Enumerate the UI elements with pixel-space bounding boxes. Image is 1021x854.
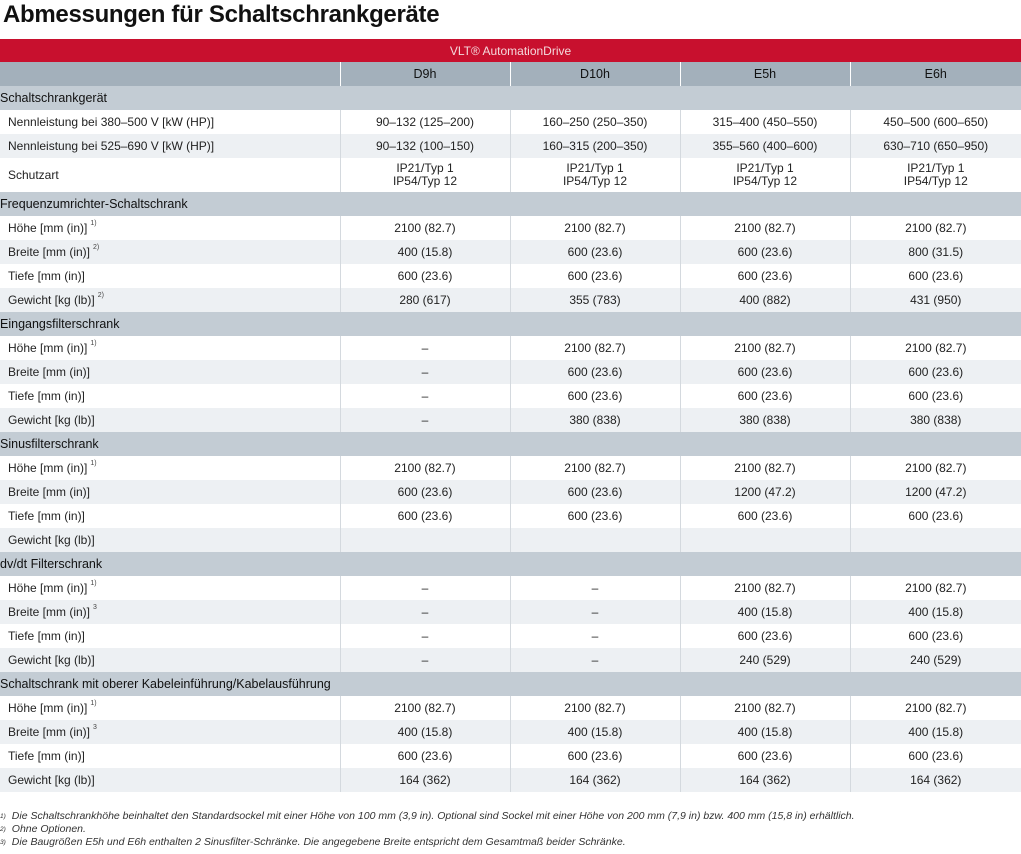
table-cell: 630–710 (650–950) bbox=[850, 134, 1021, 158]
footnote-marker: 3 bbox=[93, 724, 97, 731]
table-cell: – bbox=[340, 336, 510, 360]
table-cell: 600 (23.6) bbox=[510, 480, 680, 504]
row-label: Breite [mm (in)] bbox=[8, 365, 91, 379]
table-cell: 160–250 (250–350) bbox=[510, 110, 680, 134]
row-label-cell bbox=[0, 360, 340, 384]
section-header-row bbox=[0, 86, 1021, 110]
table-cell: 600 (23.6) bbox=[680, 504, 850, 528]
table-cell: 2100 (82.7) bbox=[510, 456, 680, 480]
table-cell: 400 (15.8) bbox=[340, 720, 510, 744]
row-label: Gewicht [kg (lb)] bbox=[8, 653, 95, 667]
table-cell: IP21/Typ 1 IP54/Typ 12 bbox=[850, 158, 1021, 192]
footnote-marker: 2) bbox=[93, 244, 100, 251]
row-label: Tiefe [mm (in)] bbox=[8, 749, 85, 763]
row-label: Nennleistung bei 380–500 V [kW (HP)] bbox=[8, 115, 215, 129]
table-cell: – bbox=[340, 384, 510, 408]
table-cell bbox=[510, 528, 680, 552]
row-label: Nennleistung bei 525–690 V [kW (HP)] bbox=[8, 139, 215, 153]
table-cell: 600 (23.6) bbox=[680, 384, 850, 408]
table-cell: 2100 (82.7) bbox=[850, 576, 1021, 600]
row-label: Breite [mm (in)] bbox=[8, 725, 91, 739]
table-cell: – bbox=[510, 576, 680, 600]
table-cell: 380 (838) bbox=[510, 408, 680, 432]
table-row bbox=[0, 408, 1021, 432]
footnote-text: Die Schaltschrankhöhe beinhaltet den Standardsockel mit einer Höhe von 100 mm (3,9 in). Optional sind Sockel mit einer Höhe von 200 mm (7,9 in) bzw. 400 mm (15,8 in) erhältlich. bbox=[11, 810, 855, 822]
row-label: Breite [mm (in)] bbox=[8, 605, 91, 619]
section-header-row bbox=[0, 312, 1021, 336]
table-row bbox=[0, 504, 1021, 528]
table-cell: 400 (882) bbox=[680, 288, 850, 312]
footnote-mark: 2) bbox=[0, 826, 6, 833]
row-label: Gewicht [kg (lb)] bbox=[8, 533, 95, 547]
table-cell: 600 (23.6) bbox=[850, 624, 1021, 648]
table-cell: – bbox=[510, 648, 680, 672]
table-row bbox=[0, 648, 1021, 672]
table-cell: 380 (838) bbox=[680, 408, 850, 432]
table-cell: 315–400 (450–550) bbox=[680, 110, 850, 134]
row-label: Gewicht [kg (lb)] bbox=[8, 773, 95, 787]
row-label: Tiefe [mm (in)] bbox=[8, 509, 85, 523]
row-label-cell bbox=[0, 744, 340, 768]
footnote-marker: 3 bbox=[93, 604, 97, 611]
row-label-cell bbox=[0, 336, 340, 360]
row-label-cell bbox=[0, 600, 340, 624]
table-cell: 2100 (82.7) bbox=[680, 576, 850, 600]
table-cell: 2100 (82.7) bbox=[850, 696, 1021, 720]
table-row bbox=[0, 158, 1021, 192]
table-cell bbox=[340, 528, 510, 552]
table-cell: 280 (617) bbox=[340, 288, 510, 312]
table-cell: 600 (23.6) bbox=[510, 264, 680, 288]
section-title: Schaltschrankgerät bbox=[0, 86, 1021, 110]
table-cell: 2100 (82.7) bbox=[850, 456, 1021, 480]
row-label-cell bbox=[0, 134, 340, 158]
table-cell: 600 (23.6) bbox=[510, 504, 680, 528]
row-label-cell bbox=[0, 456, 340, 480]
row-label: Tiefe [mm (in)] bbox=[8, 389, 85, 403]
table-cell: 2100 (82.7) bbox=[850, 216, 1021, 240]
row-label-cell bbox=[0, 576, 340, 600]
table-cell: 600 (23.6) bbox=[680, 744, 850, 768]
table-cell: 1200 (47.2) bbox=[850, 480, 1021, 504]
table-cell: – bbox=[340, 600, 510, 624]
table-row bbox=[0, 480, 1021, 504]
section-header-row bbox=[0, 192, 1021, 216]
page-title: Abmessungen für Schaltschrankgeräte bbox=[3, 1, 440, 28]
table-cell bbox=[680, 528, 850, 552]
table-cell: 600 (23.6) bbox=[510, 744, 680, 768]
table-cell: 450–500 (600–650) bbox=[850, 110, 1021, 134]
row-label: Breite [mm (in)] bbox=[8, 245, 91, 259]
section-title: Eingangsfilterschrank bbox=[0, 312, 1021, 336]
footnote bbox=[0, 836, 1021, 849]
table-cell: 600 (23.6) bbox=[850, 504, 1021, 528]
table-row bbox=[0, 216, 1021, 240]
table-cell: 2100 (82.7) bbox=[850, 336, 1021, 360]
table-cell: 240 (529) bbox=[680, 648, 850, 672]
row-label-cell bbox=[0, 504, 340, 528]
table-cell bbox=[850, 528, 1021, 552]
table-cell: 240 (529) bbox=[850, 648, 1021, 672]
table-row bbox=[0, 528, 1021, 552]
row-label: Gewicht [kg (lb)] bbox=[8, 293, 95, 307]
section-title: dv/dt Filterschrank bbox=[0, 552, 1021, 576]
table-row bbox=[0, 720, 1021, 744]
footnote-mark: 3) bbox=[0, 839, 6, 846]
footnote-marker: 1) bbox=[90, 700, 97, 707]
row-label-cell bbox=[0, 720, 340, 744]
row-label: Schutzart bbox=[8, 167, 59, 182]
table-cell: 600 (23.6) bbox=[850, 264, 1021, 288]
table-cell: 600 (23.6) bbox=[850, 384, 1021, 408]
table-cell: 600 (23.6) bbox=[340, 504, 510, 528]
table-cell: – bbox=[510, 600, 680, 624]
row-label-cell bbox=[0, 216, 340, 240]
table-row bbox=[0, 134, 1021, 158]
row-label-cell bbox=[0, 240, 340, 264]
table-row bbox=[0, 264, 1021, 288]
table-cell: 400 (15.8) bbox=[850, 720, 1021, 744]
table-cell: 400 (15.8) bbox=[680, 720, 850, 744]
table-cell: IP21/Typ 1 IP54/Typ 12 bbox=[680, 158, 850, 192]
row-label-cell bbox=[0, 480, 340, 504]
table-cell: 400 (15.8) bbox=[680, 600, 850, 624]
table-cell: 164 (362) bbox=[680, 768, 850, 792]
table-cell: 2100 (82.7) bbox=[680, 216, 850, 240]
table-row bbox=[0, 744, 1021, 768]
table-cell: 2100 (82.7) bbox=[680, 336, 850, 360]
table-cell: – bbox=[340, 576, 510, 600]
table-cell: 164 (362) bbox=[850, 768, 1021, 792]
table-cell: 600 (23.6) bbox=[510, 240, 680, 264]
table-cell: 355–560 (400–600) bbox=[680, 134, 850, 158]
table-cell: 600 (23.6) bbox=[340, 744, 510, 768]
table-cell: 355 (783) bbox=[510, 288, 680, 312]
table-cell: – bbox=[340, 648, 510, 672]
table-cell: 600 (23.6) bbox=[340, 480, 510, 504]
footnote-text: Ohne Optionen. bbox=[11, 823, 86, 835]
table-row bbox=[0, 240, 1021, 264]
table-row bbox=[0, 576, 1021, 600]
table-cell: 160–315 (200–350) bbox=[510, 134, 680, 158]
row-label-cell bbox=[0, 408, 340, 432]
row-label-cell bbox=[0, 110, 340, 134]
dimensions-table-body bbox=[0, 39, 1021, 792]
table-cell: 2100 (82.7) bbox=[340, 696, 510, 720]
row-label-cell bbox=[0, 648, 340, 672]
table-cell: 2100 (82.7) bbox=[680, 696, 850, 720]
table-row bbox=[0, 696, 1021, 720]
table-cell: 600 (23.6) bbox=[850, 360, 1021, 384]
table-row bbox=[0, 768, 1021, 792]
row-label-cell bbox=[0, 768, 340, 792]
table-cell: 600 (23.6) bbox=[510, 384, 680, 408]
footnote-marker: 2) bbox=[97, 292, 104, 299]
footnote-marker: 1) bbox=[90, 580, 97, 587]
section-title: Schaltschrank mit oberer Kabeleinführung/Kabelausführung bbox=[0, 672, 1021, 696]
table-cell: 2100 (82.7) bbox=[340, 456, 510, 480]
table-cell: 380 (838) bbox=[850, 408, 1021, 432]
table-cell: 400 (15.8) bbox=[850, 600, 1021, 624]
table-cell: 600 (23.6) bbox=[680, 360, 850, 384]
row-label: Tiefe [mm (in)] bbox=[8, 629, 85, 643]
table-row bbox=[0, 456, 1021, 480]
footnote-marker: 1) bbox=[90, 220, 97, 227]
section-header-row bbox=[0, 672, 1021, 696]
table-cell: 600 (23.6) bbox=[340, 264, 510, 288]
row-label: Tiefe [mm (in)] bbox=[8, 269, 85, 283]
table-cell: 1200 (47.2) bbox=[680, 480, 850, 504]
row-label: Höhe [mm (in)] bbox=[8, 581, 88, 595]
table-row bbox=[0, 336, 1021, 360]
table-cell: 164 (362) bbox=[340, 768, 510, 792]
table-cell: – bbox=[340, 624, 510, 648]
table-cell: 400 (15.8) bbox=[510, 720, 680, 744]
row-label-cell bbox=[0, 288, 340, 312]
row-label: Höhe [mm (in)] bbox=[8, 221, 88, 235]
section-title: Sinusfilterschrank bbox=[0, 432, 1021, 456]
row-label: Höhe [mm (in)] bbox=[8, 341, 88, 355]
row-label: Höhe [mm (in)] bbox=[8, 701, 88, 715]
row-label: Höhe [mm (in)] bbox=[8, 461, 88, 475]
table-cell: 90–132 (125–200) bbox=[340, 110, 510, 134]
row-label-cell bbox=[0, 696, 340, 720]
footnote-marker: 1) bbox=[90, 340, 97, 347]
row-label-cell bbox=[0, 264, 340, 288]
column-header-e6h: E6h bbox=[850, 62, 1021, 86]
table-cell: 164 (362) bbox=[510, 768, 680, 792]
column-header-e5h: E5h bbox=[680, 62, 850, 86]
footnote bbox=[0, 823, 1021, 836]
table-cell: 600 (23.6) bbox=[510, 360, 680, 384]
brand-bar: VLT® AutomationDrive bbox=[0, 39, 1021, 62]
row-label-cell bbox=[0, 158, 340, 192]
table-cell: 600 (23.6) bbox=[680, 264, 850, 288]
table-row bbox=[0, 624, 1021, 648]
footnote-marker: 1) bbox=[90, 460, 97, 467]
footnote bbox=[0, 810, 1021, 823]
brand-bar-row bbox=[0, 39, 1021, 62]
table-cell: – bbox=[510, 624, 680, 648]
table-cell: 431 (950) bbox=[850, 288, 1021, 312]
table-cell: 800 (31.5) bbox=[850, 240, 1021, 264]
table-cell: IP21/Typ 1 IP54/Typ 12 bbox=[510, 158, 680, 192]
table-cell: 2100 (82.7) bbox=[510, 336, 680, 360]
column-header-d9h: D9h bbox=[340, 62, 510, 86]
row-label-cell bbox=[0, 624, 340, 648]
column-header-d10h: D10h bbox=[510, 62, 680, 86]
row-label-cell bbox=[0, 384, 340, 408]
table-cell: 2100 (82.7) bbox=[680, 456, 850, 480]
column-header-row bbox=[0, 62, 1021, 86]
table-row bbox=[0, 600, 1021, 624]
table-row bbox=[0, 110, 1021, 134]
column-header-label bbox=[0, 62, 340, 86]
footnotes bbox=[0, 810, 1021, 849]
row-label: Gewicht [kg (lb)] bbox=[8, 413, 95, 427]
table-cell: 90–132 (100–150) bbox=[340, 134, 510, 158]
dimensions-table bbox=[0, 39, 1021, 792]
section-header-row bbox=[0, 432, 1021, 456]
table-row bbox=[0, 384, 1021, 408]
table-row bbox=[0, 360, 1021, 384]
table-cell: – bbox=[340, 360, 510, 384]
section-title: Frequenzumrichter-Schaltschrank bbox=[0, 192, 1021, 216]
table-cell: 600 (23.6) bbox=[850, 744, 1021, 768]
table-cell: 2100 (82.7) bbox=[510, 696, 680, 720]
footnote-text: Die Baugrößen E5h und E6h enthalten 2 Sinusfilter-Schränke. Die angegebene Breite entspricht dem Gesamtmaß beider Schränke. bbox=[11, 836, 626, 848]
table-cell: 600 (23.6) bbox=[680, 624, 850, 648]
table-cell: 600 (23.6) bbox=[680, 240, 850, 264]
section-header-row bbox=[0, 552, 1021, 576]
table-cell: – bbox=[340, 408, 510, 432]
footnote-mark: 1) bbox=[0, 813, 6, 820]
table-cell: 2100 (82.7) bbox=[340, 216, 510, 240]
table-cell: IP21/Typ 1 IP54/Typ 12 bbox=[340, 158, 510, 192]
row-label-cell bbox=[0, 528, 340, 552]
table-cell: 400 (15.8) bbox=[340, 240, 510, 264]
table-cell: 2100 (82.7) bbox=[510, 216, 680, 240]
row-label: Breite [mm (in)] bbox=[8, 485, 91, 499]
table-row bbox=[0, 288, 1021, 312]
